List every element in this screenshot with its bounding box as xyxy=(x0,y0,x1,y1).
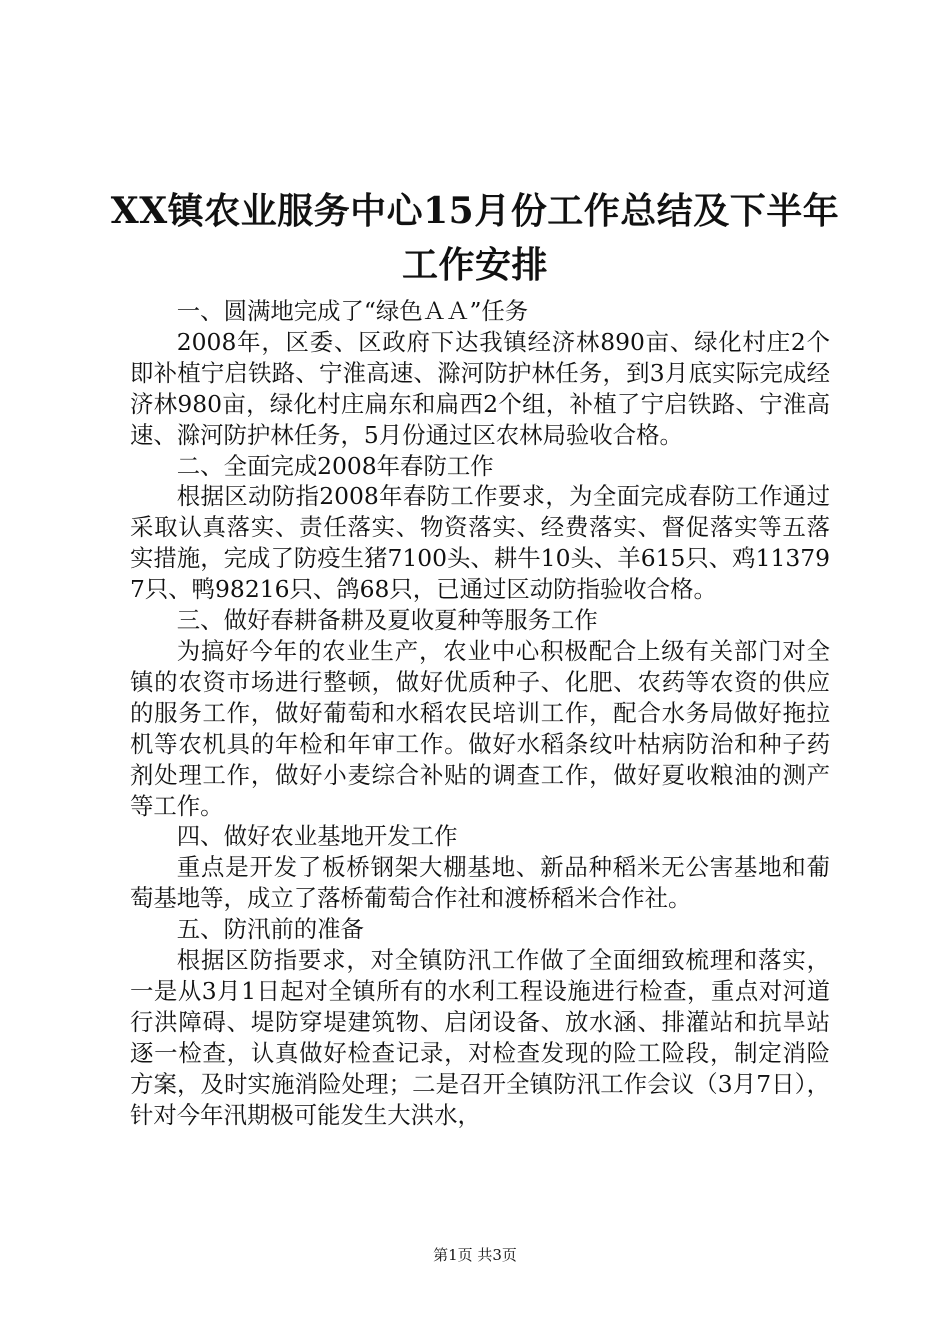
title-line-2: 工作安排 xyxy=(401,244,548,286)
document-body xyxy=(130,296,830,1130)
section-heading-5: 五、防汛前的准备 xyxy=(176,915,364,944)
paragraph-2: 根据区动防指2008年春防工作要求，为全面完成春防工作通过采取认真落实、责任落实、物资落实、经费落实、督促落实等五落实措施，完成了防疫生猪7100头、耕牛10头、羊615只、鸡113797只、鸭98216只、鸽68只，已通过区动防指验收合格。 xyxy=(130,482,830,604)
section-heading-2: 二、全面完成2008年春防工作 xyxy=(176,451,494,480)
section-heading-3: 三、做好春耕备耕及夏收夏种等服务工作 xyxy=(176,606,598,635)
section-heading-4: 四、做好农业基地开发工作 xyxy=(176,822,458,851)
page-footer: 第1页 共3页 xyxy=(433,1246,517,1264)
paragraph-4: 重点是开发了板桥钢架大棚基地、新品种稻米无公害基地和葡萄基地等，成立了落桥葡萄合作社和渡桥稻米合作社。 xyxy=(130,853,830,913)
paragraph-3: 为搞好今年的农业生产，农业中心积极配合上级有关部门对全镇的农资市场进行整顿，做好优质种子、化肥、农药等农资的供应的服务工作，做好葡萄和水稻农民培训工作，配合水务局做好拖拉机等农机具的年检和年审工作。做好水稻条纹叶枯病防治和种子药剂处理工作，做好小麦综合补贴的调查工作，做好夏收粮油的测产等工作。 xyxy=(130,636,830,820)
section-heading-1: 一、圆满地完成了“绿色ＡＡ”任务 xyxy=(176,297,529,325)
document-title xyxy=(100,184,850,292)
title-line-1: XX镇农业服务中心15月份工作总结及下半年 xyxy=(110,190,840,232)
paragraph-5: 根据区防指要求，对全镇防汛工作做了全面细致梳理和落实，一是从3月1日起对全镇所有的水利工程设施进行检查，重点对河道行洪障碍、堤防穿堤建筑物、启闭设备、放水涵、排灌站和抗旱站逐一检查，认真做好检查记录，对检查发现的险工险段，制定消险方案，及时实施消险处理；二是召开全镇防汛工作会议（3月7日），针对今年汛期极可能发生大洪水， xyxy=(130,946,830,1129)
paragraph-1: 2008年，区委、区政府下达我镇经济林890亩、绿化村庄2个即补植宁启铁路、宁淮高速、滁河防护林任务，到3月底实际完成经济林980亩，绿化村庄扁东和扁西2个组，补植了宁启铁路、宁淮高速、滁河防护林任务，5月份通过区农林局验收合格。 xyxy=(130,327,830,449)
